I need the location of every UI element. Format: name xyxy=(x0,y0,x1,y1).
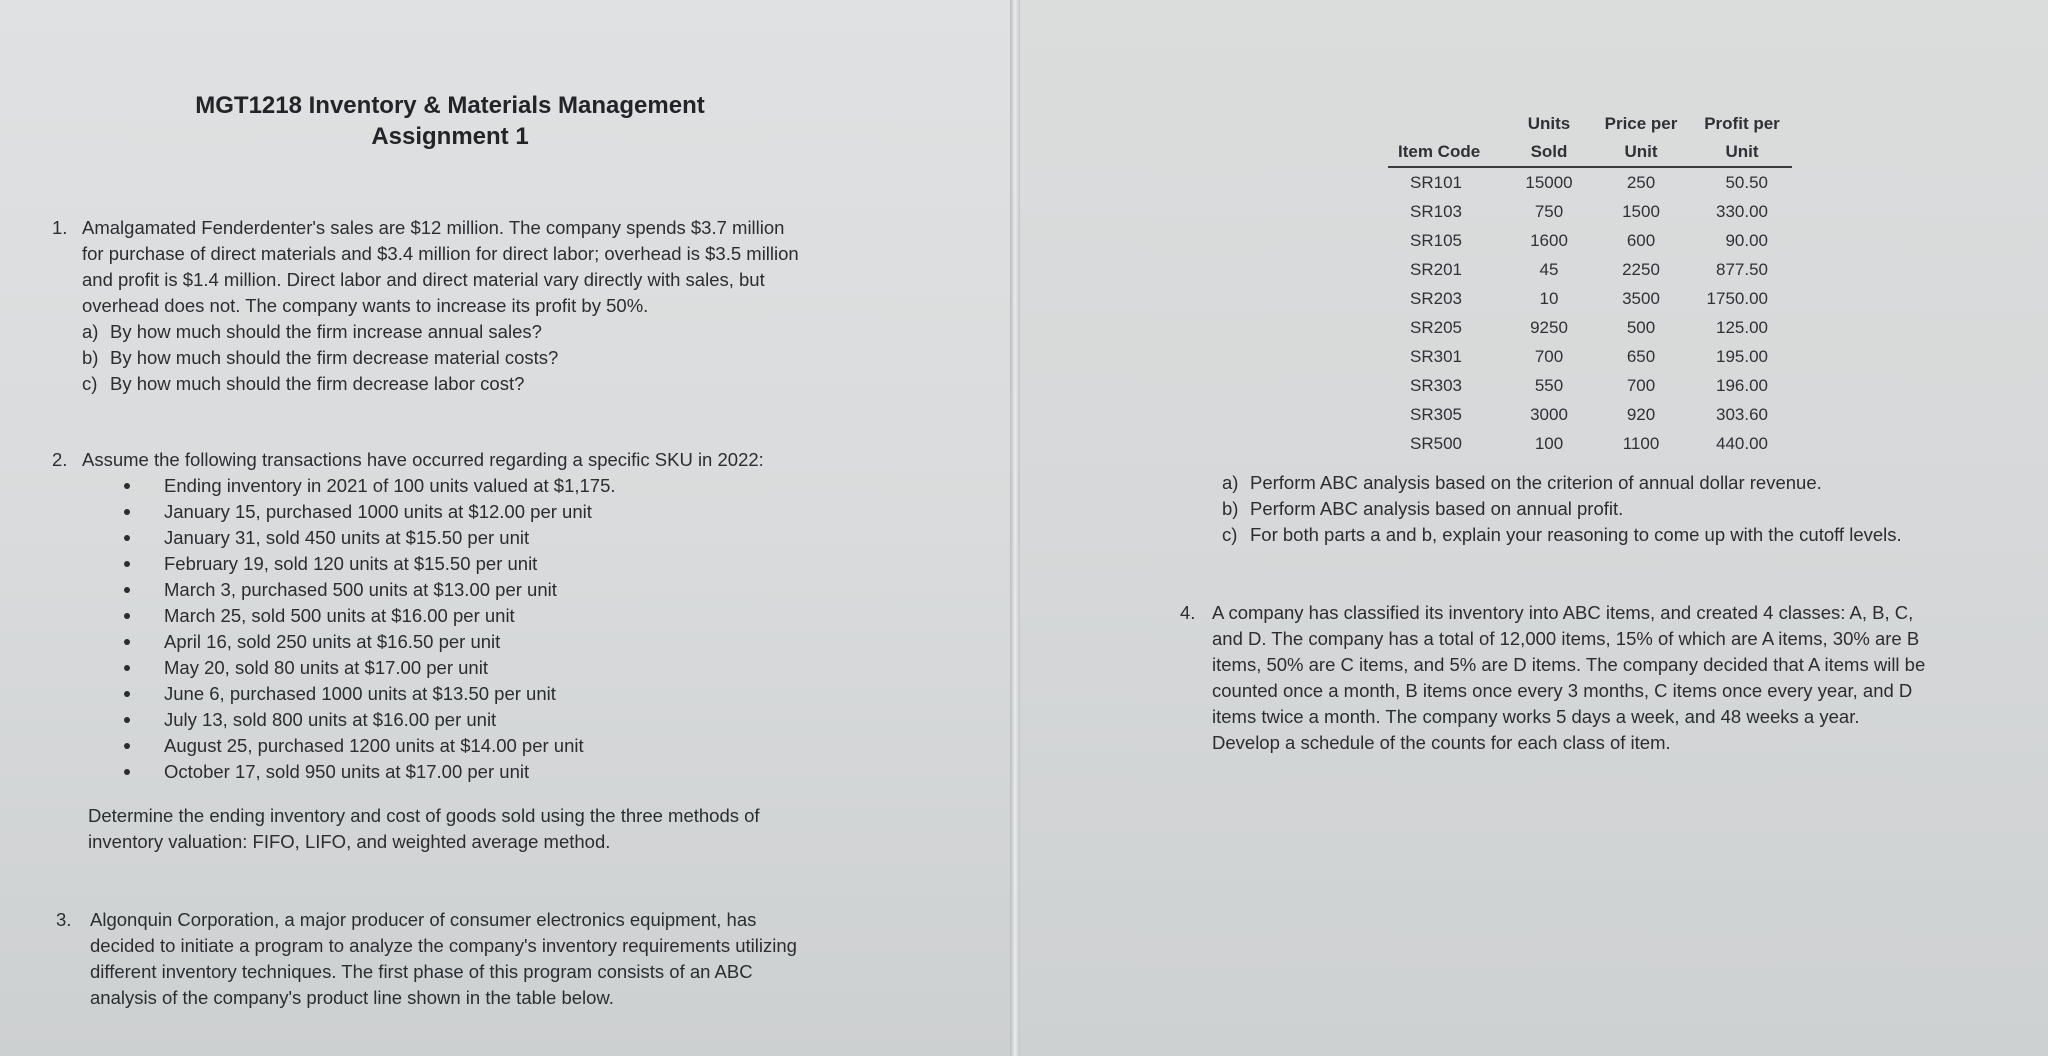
table-body xyxy=(1388,167,1792,458)
list-item: August 25, purchased 1200 units at $14.00 per unit xyxy=(92,733,764,759)
header-blank xyxy=(1388,110,1508,138)
q2-intro: Assume the following transactions have occurred regarding a specific SKU in 2022: xyxy=(82,449,764,470)
q4-line: and D. The company has a total of 12,000 items, 15% of which are A items, 30% are B xyxy=(1212,628,1920,649)
cell-units: 9250 xyxy=(1530,317,1568,337)
bullet-icon xyxy=(124,717,130,723)
page-gutter xyxy=(1010,0,1020,1056)
q2-instructions xyxy=(88,803,764,855)
list-item: March 3, purchased 500 units at $13.00 per unit xyxy=(92,577,764,603)
q4-line: items, 50% are C items, and 5% are D items. The company decided that A items will be xyxy=(1212,654,1926,675)
list-item: January 15, purchased 1000 units at $12.00 per unit xyxy=(92,499,764,525)
list-item: October 17, sold 950 units at $17.00 per unit xyxy=(92,759,764,785)
header-units-top: Units xyxy=(1527,114,1571,133)
cell-profit: 440.00 xyxy=(1716,433,1768,453)
list-item: April 16, sold 250 units at $16.50 per unit xyxy=(92,629,764,655)
question-4 xyxy=(1180,600,1925,756)
q1-line: overhead does not. The company wants to increase its profit by 50%. xyxy=(82,295,649,316)
cell-profit: 50.50 xyxy=(1725,172,1768,192)
cell-profit: 303.60 xyxy=(1716,404,1768,424)
cell-units: 750 xyxy=(1534,201,1564,221)
table-row xyxy=(1388,313,1792,342)
table-row xyxy=(1388,197,1792,226)
course-title: MGT1218 Inventory & Materials Management xyxy=(195,92,705,119)
bullet-icon xyxy=(124,691,130,697)
assignment-title: Assignment 1 xyxy=(371,123,529,150)
table-row xyxy=(1388,226,1792,255)
q1-sub-b: b) By how much should the firm decrease material costs? xyxy=(82,347,559,368)
table-row xyxy=(1388,429,1792,458)
cell-units: 700 xyxy=(1534,346,1564,366)
q1-sub-c: c) By how much should the firm decrease labor cost? xyxy=(82,373,525,394)
q1-line: Amalgamated Fenderdenter's sales are $12 million. The company spends $3.7 million xyxy=(82,217,785,238)
cell-price: 1500 xyxy=(1622,201,1660,221)
q1-sub-a: a) By how much should the firm increase annual sales? xyxy=(82,321,542,342)
table-row xyxy=(1388,342,1792,371)
cell-units: 3000 xyxy=(1530,404,1568,424)
table-row xyxy=(1388,255,1792,284)
question-1 xyxy=(52,215,799,397)
abc-sub-a: a) Perform ABC analysis based on the criterion of annual dollar revenue. xyxy=(1222,472,1822,493)
header-price-bottom: Unit xyxy=(1590,138,1692,167)
list-item: March 25, sold 500 units at $16.00 per unit xyxy=(92,603,764,629)
cell-profit: 90.00 xyxy=(1725,230,1768,250)
q4-line: A company has classified its inventory into ABC items, and created 4 classes: A, B, C, xyxy=(1212,602,1914,623)
cell-units: 100 xyxy=(1534,433,1564,453)
header-item-code: Item Code xyxy=(1388,138,1508,167)
q3-line: different inventory techniques. The first phase of this program consists of an ABC xyxy=(90,961,753,982)
list-item: Ending inventory in 2021 of 100 units valued at $1,175. xyxy=(92,473,764,499)
cell-code: SR101 xyxy=(1410,172,1462,192)
abc-questions xyxy=(1222,470,1902,548)
q4-line: counted once a month, B items once every 3 months, C items once every year, and D xyxy=(1212,680,1913,701)
cell-price: 2250 xyxy=(1622,259,1660,279)
table-header-row xyxy=(1388,110,1792,138)
bullet-icon xyxy=(124,665,130,671)
cell-code: SR201 xyxy=(1410,259,1462,279)
list-item: May 20, sold 80 units at $17.00 per unit xyxy=(92,655,764,681)
cell-price: 650 xyxy=(1626,346,1656,366)
bullet-icon xyxy=(124,535,130,541)
q3-line: Algonquin Corporation, a major producer of consumer electronics equipment, has xyxy=(90,909,757,930)
list-item: January 31, sold 450 units at $15.50 per unit xyxy=(92,525,764,551)
q2-after-line: Determine the ending inventory and cost of goods sold using the three methods of xyxy=(88,805,760,826)
cell-code: SR103 xyxy=(1410,201,1462,221)
cell-profit: 196.00 xyxy=(1716,375,1768,395)
product-table xyxy=(1388,110,1792,458)
cell-price: 600 xyxy=(1626,230,1656,250)
question-2 xyxy=(52,447,764,855)
question-1-number: 1. xyxy=(52,217,68,238)
bullet-icon xyxy=(124,769,130,775)
cell-units: 550 xyxy=(1534,375,1564,395)
list-item: February 19, sold 120 units at $15.50 per unit xyxy=(92,551,764,577)
question-3 xyxy=(56,907,797,1011)
question-3-number: 3. xyxy=(56,909,72,930)
cell-price: 1100 xyxy=(1622,433,1660,453)
q1-line: for purchase of direct materials and $3.4 million for direct labor; overhead is $3.5 million xyxy=(82,243,799,264)
table-header-row xyxy=(1388,138,1792,167)
bullet-icon xyxy=(124,483,130,489)
cell-price: 500 xyxy=(1626,317,1656,337)
table-row xyxy=(1388,400,1792,429)
list-item: June 6, purchased 1000 units at $13.50 per unit xyxy=(92,681,764,707)
cell-units: 45 xyxy=(1539,259,1559,279)
q2-after-line: inventory valuation: FIFO, LIFO, and weighted average method. xyxy=(88,831,611,852)
cell-code: SR203 xyxy=(1410,288,1462,308)
q4-line: Develop a schedule of the counts for each class of item. xyxy=(1212,732,1671,753)
abc-sub-b: b) Perform ABC analysis based on annual profit. xyxy=(1222,498,1624,519)
q3-line: decided to initiate a program to analyze the company's inventory requirements utilizing xyxy=(90,935,797,956)
bullet-icon xyxy=(124,587,130,593)
bullet-icon xyxy=(124,743,130,749)
bullet-icon xyxy=(124,613,130,619)
transaction-list xyxy=(92,473,764,785)
cell-code: SR205 xyxy=(1410,317,1462,337)
header-profit-top: Profit per xyxy=(1704,114,1780,133)
cell-price: 250 xyxy=(1626,172,1656,192)
question-4-number: 4. xyxy=(1180,602,1196,623)
bullet-icon xyxy=(124,509,130,515)
q1-line: and profit is $1.4 million. Direct labor and direct material vary directly with sales, but xyxy=(82,269,765,290)
cell-profit: 877.50 xyxy=(1716,259,1768,279)
cell-profit: 195.00 xyxy=(1716,346,1768,366)
table-row xyxy=(1388,371,1792,400)
cell-profit: 1750.00 xyxy=(1706,288,1768,308)
cell-price: 700 xyxy=(1626,375,1656,395)
document-title xyxy=(170,90,730,152)
table-row xyxy=(1388,284,1792,313)
q4-line: items twice a month. The company works 5 days a week, and 48 weeks a year. xyxy=(1212,706,1860,727)
header-units-bottom: Sold xyxy=(1508,138,1590,167)
question-2-number: 2. xyxy=(52,449,68,470)
cell-code: SR303 xyxy=(1410,375,1462,395)
cell-price: 3500 xyxy=(1622,288,1660,308)
cell-code: SR105 xyxy=(1410,230,1462,250)
cell-profit: 125.00 xyxy=(1716,317,1768,337)
cell-units: 15000 xyxy=(1525,172,1573,192)
abc-sub-c: c) For both parts a and b, explain your reasoning to come up with the cutoff levels. xyxy=(1222,524,1902,545)
table-row xyxy=(1388,167,1792,197)
cell-units: 10 xyxy=(1539,288,1559,308)
cell-code: SR301 xyxy=(1410,346,1462,366)
bullet-icon xyxy=(124,639,130,645)
cell-profit: 330.00 xyxy=(1716,201,1768,221)
cell-price: 920 xyxy=(1626,404,1656,424)
header-profit-bottom: Unit xyxy=(1692,138,1792,167)
cell-code: SR305 xyxy=(1410,404,1462,424)
cell-units: 1600 xyxy=(1530,230,1568,250)
bullet-icon xyxy=(124,561,130,567)
q3-line: analysis of the company's product line shown in the table below. xyxy=(90,987,614,1008)
cell-code: SR500 xyxy=(1410,433,1462,453)
header-price-top: Price per xyxy=(1604,114,1678,133)
list-item: July 13, sold 800 units at $16.00 per unit xyxy=(92,707,764,733)
